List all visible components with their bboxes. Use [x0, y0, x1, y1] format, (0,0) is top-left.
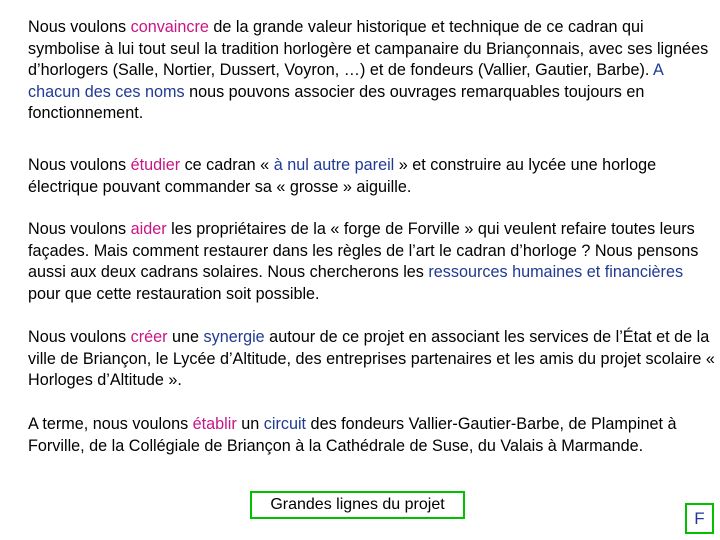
keyword: A chacun des ces noms [28, 61, 663, 101]
keyword: à nul autre pareil [273, 156, 395, 174]
keyword: ressources humaines et financières [428, 263, 684, 281]
text: des fondeurs Vallier-Gautier-Barbe, de Plampinet à Forville, de la Collégiale de Briançon à la Cathédrale de Suse, du Valais à Marmande. [28, 415, 677, 455]
text: un [236, 415, 264, 433]
paragraph-creer [28, 327, 718, 392]
keyword: aider [130, 220, 167, 238]
text: A terme, nous voulons [28, 415, 193, 433]
paragraph-etudier [28, 155, 718, 198]
text: ce cadran « [180, 156, 274, 174]
keyword: circuit [263, 415, 307, 433]
text: Nous voulons [28, 220, 131, 238]
nav-f-button[interactable]: F [685, 503, 714, 534]
text: autour de ce projet en associant les services de l’État et de la ville de Briançon, le Lycée d’Altitude, des entreprises partenaires et les amis du projet scolaire « Horloges d’Altitude ». [28, 328, 715, 389]
text: Nous voulons [28, 328, 131, 346]
text: une [167, 328, 204, 346]
text: » et construire au lycée une horloge électrique pouvant commander sa « grosse » aiguille. [28, 156, 657, 196]
paragraph-etablir [28, 414, 718, 457]
text: Nous voulons [28, 156, 131, 174]
paragraph-convaincre [28, 17, 718, 125]
text: les propriétaires de la « forge de Forville » qui veulent refaire toutes leurs façades. Mais comment restaurer dans les règles de l’art le cadran d’horloge ? Nous pensons aussi aux deux cadrans solaires. Nous chercherons les [28, 220, 699, 281]
text: pour que cette restauration soit possible. [28, 284, 320, 303]
slide-caption: Grandes lignes du projet [250, 491, 465, 519]
keyword: créer [130, 328, 168, 346]
keyword: étudier [130, 156, 181, 174]
keyword: établir [192, 415, 237, 433]
text: Nous voulons [28, 18, 131, 36]
keyword: synergie [203, 328, 265, 346]
text: nous pouvons associer des ouvrages remarquables toujours en fonctionnement. [28, 82, 645, 122]
paragraph-aider [28, 219, 718, 305]
text: de la grande valeur historique et technique de ce cadran qui symbolise à lui tout seul la tradition horlogère et campanaire du Briançonnais, avec ses lignées d’horlogers (Salle, Nortier, Dussert, Voyron, …) et de fondeurs (Vallier, Gautier, Barbe). [28, 18, 709, 79]
keyword: convaincre [130, 18, 209, 36]
